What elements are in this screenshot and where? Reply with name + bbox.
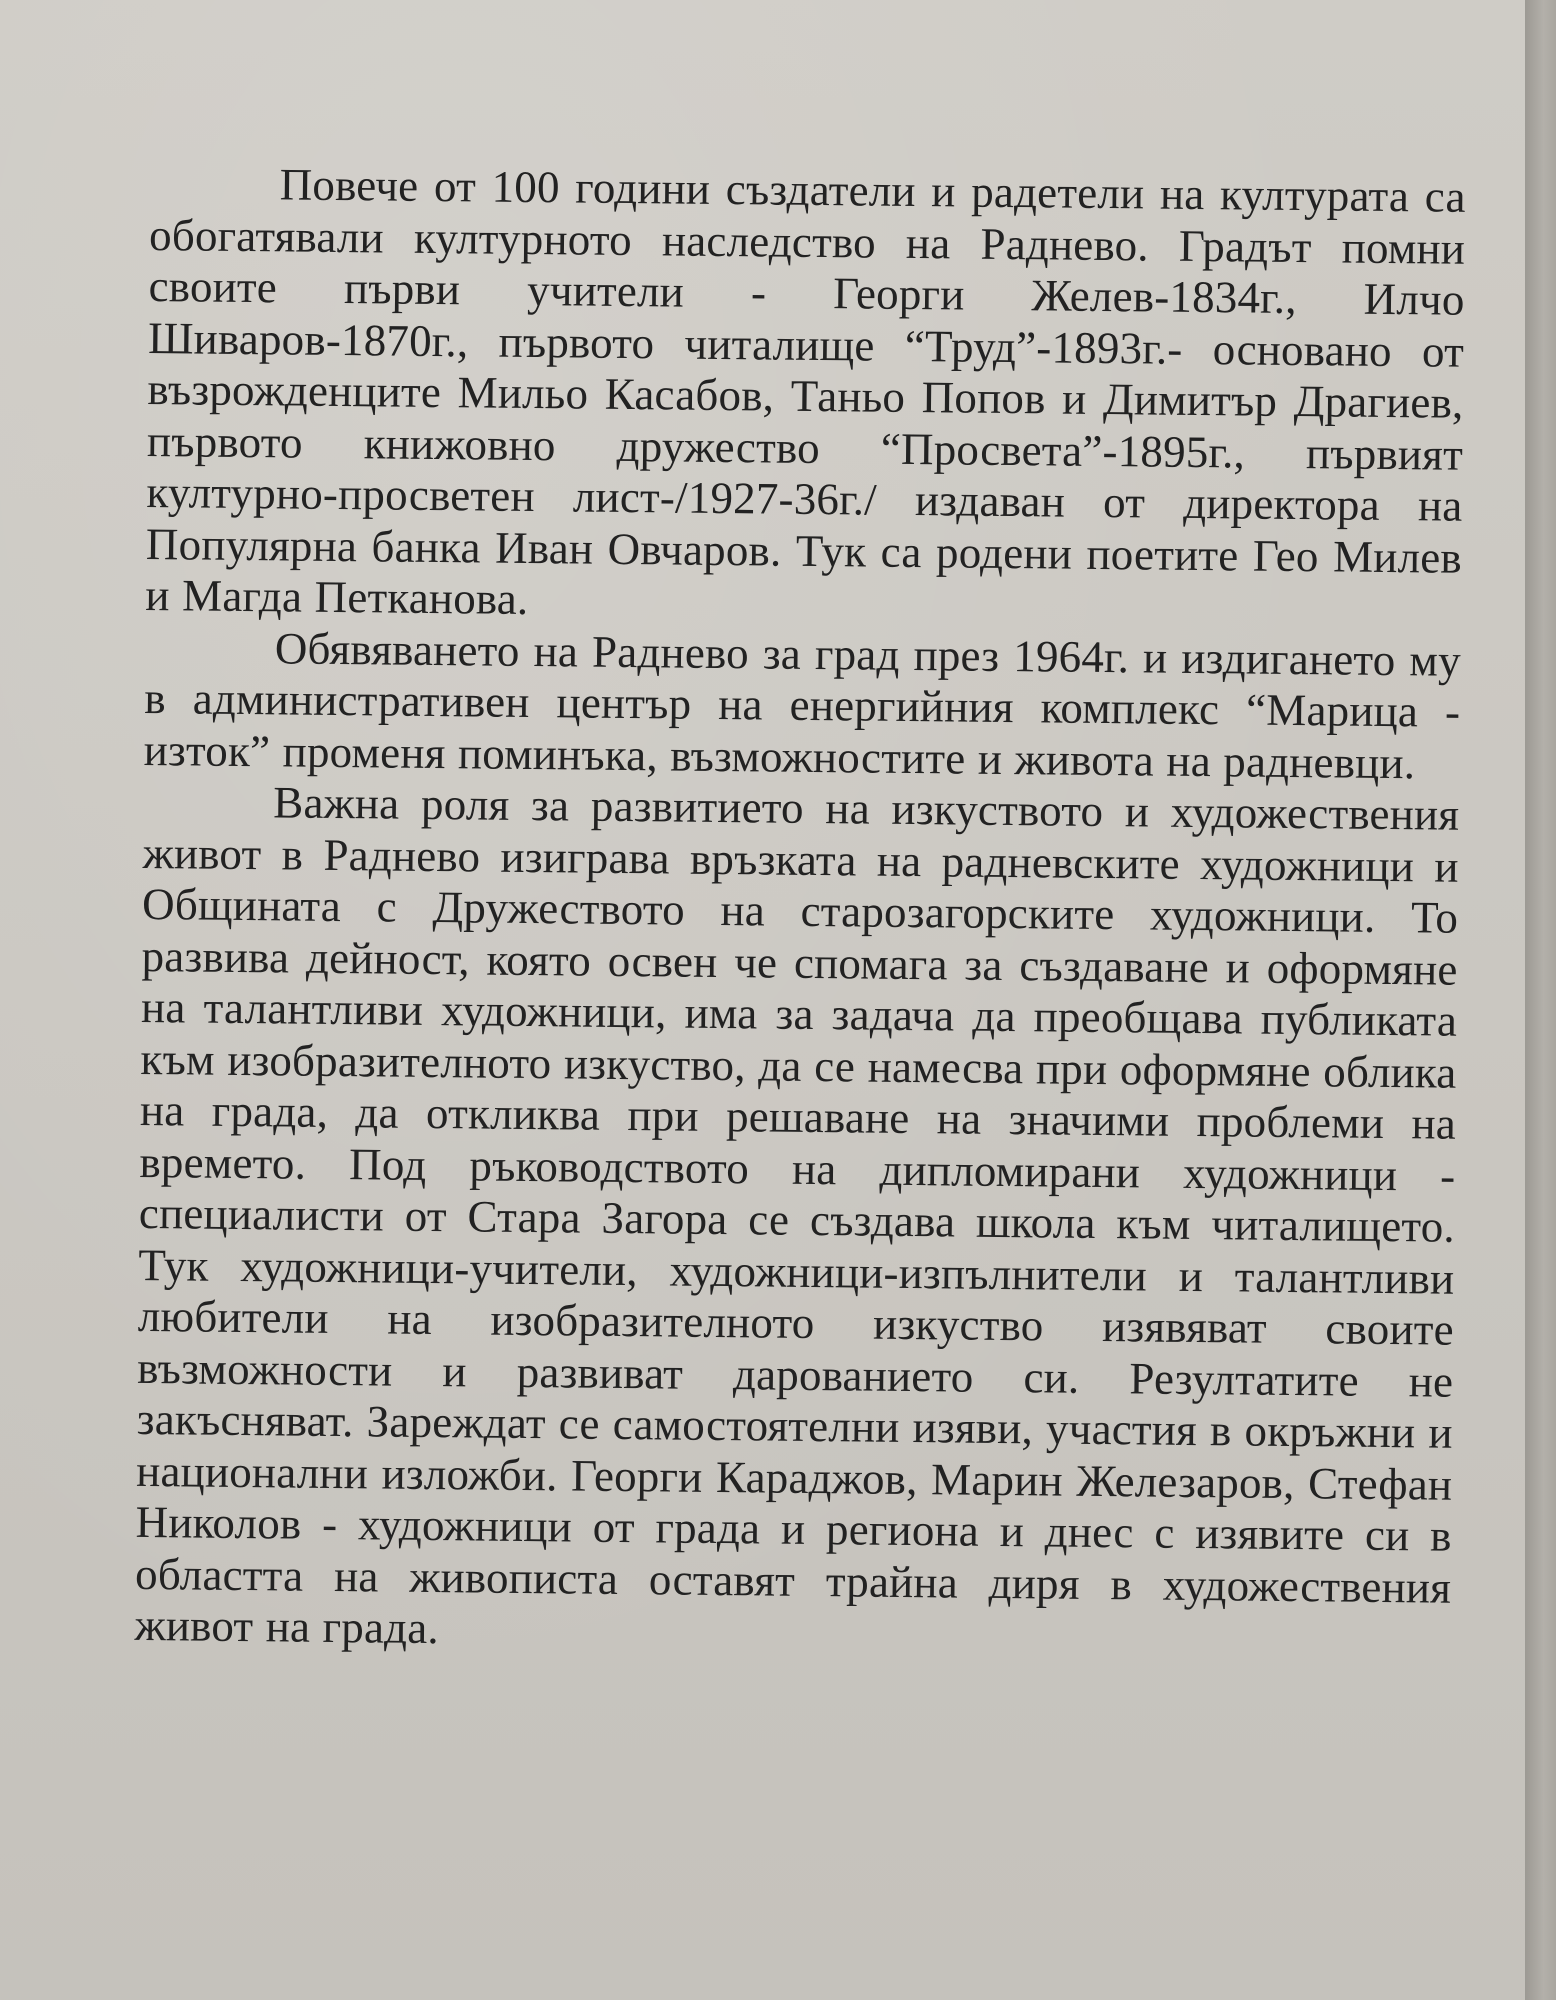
- paragraph-town-declaration: Обявяването на Раднево за град през 1964г. и издигането му в административен център на енергийния комплекс “Марица - изток” променя поминъка, възможностите и живота на радневци.: [143, 622, 1462, 788]
- page-edge: [1525, 0, 1556, 2000]
- paragraph-culture-history: Повече от 100 години създатели и радетели на културата са обогатявали културното наследство на Раднево. Градът помни своите първи учители - Георги Желев-1834г., Илчо Шиваров-1870г., първото читалище “Труд”-1893г.- основано от възрожденците Мильо Касабов, Таньо Попов и Димитър Драгиев, първото книжовно дружество “Просвета”-1895г., първият културно-просветен лист-/1927-36г./ издаван от директора на Популярна банка Иван Овчаров. Тук са родени поетите Гео Милев и Магда Петканова.: [145, 159, 1466, 624]
- paragraph-art-development: Важна роля за развитието на изкуството и художествения живот в Раднево изиграва връзката на радневските художници и Общината с Дружеството на старозагорските художници. То развива дейност, която освен че спомага за създаване и оформяне на талантливи художници, има за задача да преобщава публиката към изобразителното изкуство, да се намесва при оформяне облика на града, да откликва при решаване на значими проблеми на времето. Под ръководството на дипломирани художници - специалисти от Стара Загора се създава школа към читалището. Тук художници-учители, художници-изпълнители и талантливи любители на изобразителното изкуство изявяват своите възможности и развиват дарованието си. Резултатите не закъсняват. Зареждат се самостоятелни изяви, участия в окръжни и национални изложби. Георги Караджов, Марин Железаров, Стефан Николов - художници от града и региона и днес с изявите си в областта на живописта оставят трайна диря в художествения живот на града.: [134, 777, 1460, 1654]
- body-text: [134, 158, 1466, 1665]
